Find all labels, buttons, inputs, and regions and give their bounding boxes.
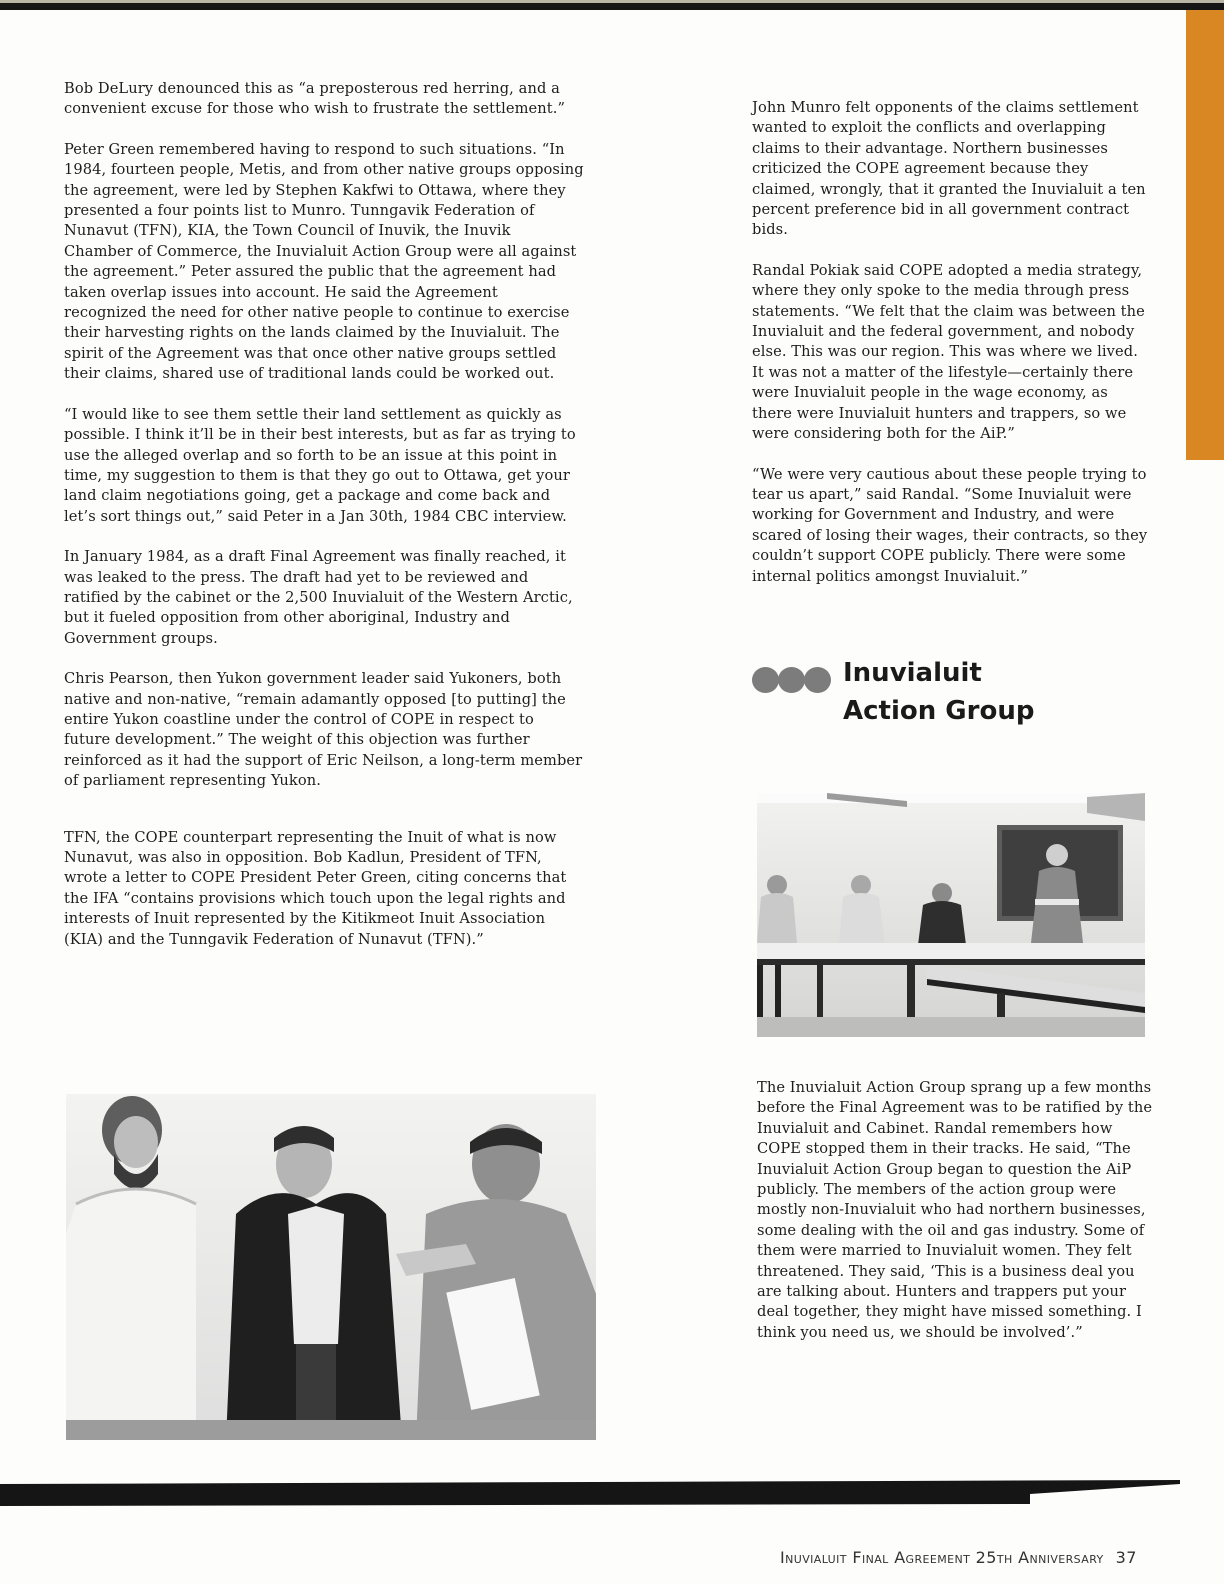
heading-line-2: Action Group <box>843 696 1035 726</box>
heading-line-1: Inuvialuit <box>843 658 982 688</box>
section-heading <box>752 654 1172 734</box>
left-paragraph-4: In January 1984, as a draft Final Agreement was finally reached, it was leaked to the press. The draft had yet to be reviewed and ratified by the cabinet or the 2,500 Inuvialuit of the Western Arctic, but it fueled opposition from other aboriginal, Industry and Government groups. <box>64 548 573 647</box>
left-paragraph-3: “I would like to see them settle their land settlement as quickly as possible. I think it’ll be in their best interests, but as far as trying to use the alleged overlap and so forth to be an issue at this point in time, my suggestion to them is that they go out to Ottawa, get your land claim negotiations going, get a package and come back and let’s sort things out,” said Peter in a Jan 30th, 1984 CBC interview. <box>64 405 576 525</box>
right-paragraph-1: John Munro felt opponents of the claims settlement wanted to exploit the conflicts and overlapping claims to their advantage. Northern businesses criticized the COPE agreement because they claimed, wrongly, that it granted the Inuvialuit a ten percent preference bid in all government contract bids. <box>752 99 1146 239</box>
meeting-photo <box>757 793 1145 1037</box>
bottom-black-bar <box>0 1480 1180 1512</box>
right-paragraph-4: The Inuvialuit Action Group sprang up a few months before the Final Agreement was to be ratified by the Inuvialuit and Cabinet. Randal remembers how COPE stopped them in their tracks. He said, “The Inuvialuit Action Group began to question the AiP publicly. The members of the action group were mostly non-Inuvialuit who had northern businesses, some dealing with the oil and gas industry. Some of them were married to Inuvialuit women. They felt threatened. They said, ‘This is a business deal you are talking about. Hunters and trappers put your deal together, they might have missed something. I think you need us, we should be involved’.” <box>757 1079 1153 1341</box>
three-men-photo <box>66 1094 596 1440</box>
right-paragraph-2: Randal Pokiak said COPE adopted a media strategy, where they only spoke to the media through press statements. “We felt that the claim was between the Inuvialuit and the federal government, and nobody else. This was our region. This was where we lived. It was not a matter of the lifestyle—certainly there were Inuvialuit people in the wage economy, as there were Inuvialuit hunters and trappers, so we were considering both for the AiP.” <box>752 261 1145 443</box>
top-rule-highlight <box>0 0 1224 3</box>
right-column <box>752 98 1152 607</box>
page-number: 37 <box>1115 1548 1137 1567</box>
footer-title: Inuvialuit Final Agreement 25th Anniversary <box>780 1548 1104 1567</box>
right-paragraph-3: “We were very cautious about these people trying to tear us apart,” said Randal. “Some Inuvialuit were working for Government and Industry, and were scared of losing their wages, their contracts, so they couldn’t support COPE publicly. There were some internal politics amongst Inuvialuit.” <box>752 465 1148 585</box>
left-paragraph-1: Bob DeLury denounced this as “a preposterous red herring, and a convenient excuse for those who wish to frustrate the settlement.” <box>64 80 566 118</box>
right-paragraph-after-heading-wrap <box>757 1078 1157 1363</box>
page-footer <box>780 1548 1190 1572</box>
left-column <box>64 79 584 970</box>
heading-title <box>843 654 1034 730</box>
left-paragraph-5: Chris Pearson, then Yukon government leader said Yukoners, both native and non-native, “remain adamantly opposed [to putting] the entire Yukon coastline under the control of COPE in respect to future development.” The weight of this objection was further reinforced as it had the support of Eric Neilson, a long-term member of parliament representing Yukon. <box>64 670 583 790</box>
orange-accent-tab <box>1186 10 1224 460</box>
left-paragraph-6: TFN, the COPE counterpart representing the Inuit of what is now Nunavut, was also in opposition. Bob Kadlun, President of TFN, wrote a letter to COPE President Peter Green, citing concerns that the IFA “contains provisions which touch upon the legal rights and interests of Inuit represented by the Kitikmeot Inuit Association (KIA) and the Tunngavik Federation of Nunavut (TFN).” <box>64 828 567 948</box>
left-paragraph-2: Peter Green remembered having to respond to such situations. “In 1984, fourteen people, Metis, and from other native groups opposing the agreement, were led by Stephen Kakfwi to Ottawa, where they presented a four points list to Munro. Tunngavik Federation of Nunavut (TFN), KIA, the Town Council of Inuvik, the Inuvik Chamber of Commerce, the Inuvialuit Action Group were all against the agreement.” Peter assured the public that the agreement had taken overlap issues into account. He said the Agreement recognized the need for other native people to continue to exercise their harvesting rights on the lands claimed by the Inuvialuit. The spirit of the Agreement was that once other native groups settled their claims, shared use of traditional lands could be worked out. <box>64 140 584 383</box>
heading-dots-icon <box>752 667 838 693</box>
